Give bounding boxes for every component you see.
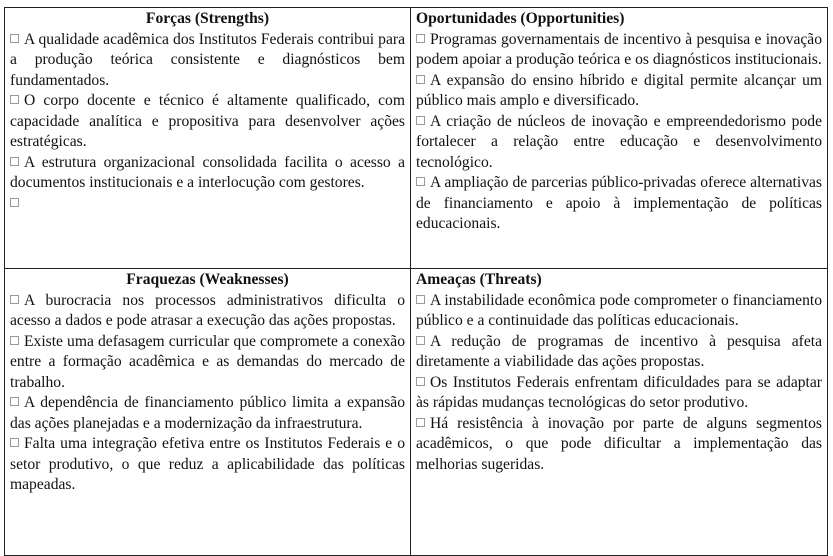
strengths-item-empty <box>10 194 405 215</box>
opportunities-heading: Oportunidades (Opportunities) <box>416 10 625 27</box>
threats-item: Há resistência à inovação por parte de alguns segmentos acadêmicos, o que pode dificultar a implementação das melhorias sugeridas. <box>416 414 822 473</box>
strengths-item: A qualidade acadêmica dos Institutos Federais contribui para a produção teórica consistente e diagnósticos bem fundamentados. <box>10 30 405 89</box>
weaknesses-heading: Fraquezas (Weaknesses) <box>126 271 289 288</box>
swot-matrix-table <box>4 7 828 556</box>
swot-row-bottom <box>5 269 828 556</box>
weaknesses-item: Falta uma integração efetiva entre os Institutos Federais e o setor produtivo, o que reduz a aplicabilidade das políticas mapeadas. <box>10 435 405 493</box>
opportunities-item: Programas governamentais de incentivo à pesquisa e inovação podem apoiar a produção teórica e os diagnósticos institucionais. <box>416 30 822 68</box>
empty-square-icon <box>416 34 425 43</box>
opportunities-item: A ampliação de parcerias público-privadas oferece alternativas de financiamento e apoio à implementação de políticas educacionais. <box>416 174 822 232</box>
weaknesses-item: A burocracia nos processos administrativos dificulta o acesso a dados e pode atrasar a execução das ações propostas. <box>10 291 405 329</box>
empty-square-icon <box>10 34 19 43</box>
empty-square-icon <box>10 198 19 207</box>
opportunities-cell <box>411 8 828 269</box>
threats-item: A redução de programas de incentivo à pesquisa afeta diretamente a viabilidade das ações propostas. <box>416 332 822 370</box>
threats-cell <box>411 269 828 556</box>
empty-square-icon <box>10 438 19 447</box>
opportunities-item: A criação de núcleos de inovação e empreendedorismo pode fortalecer a relação entre educação e desenvolvimento tecnológico. <box>416 112 822 171</box>
strengths-item: A estrutura organizacional consolidada facilita o acesso a documentos institucionais e a interlocução com gestores. <box>10 153 405 191</box>
weaknesses-cell <box>5 269 411 556</box>
swot-row-top <box>5 8 828 269</box>
threats-heading: Ameaças (Threats) <box>416 271 542 288</box>
threats-item: A instabilidade econômica pode comprometer o financiamento público e a continuidade das políticas educacionais. <box>416 291 822 329</box>
empty-square-icon <box>416 75 425 84</box>
strengths-heading: Forças (Strengths) <box>145 10 270 27</box>
empty-square-icon <box>10 295 19 304</box>
threats-item: Os Institutos Federais enfrentam dificuldades para se adaptar às rápidas mudanças tecnológicas do setor produtivo. <box>416 373 822 411</box>
empty-square-icon <box>10 336 19 345</box>
strengths-cell <box>5 8 411 269</box>
opportunities-item: A expansão do ensino híbrido e digital permite alcançar um público mais amplo e diversificado. <box>416 71 822 109</box>
weaknesses-item: A dependência de financiamento público limita a expansão das ações planejadas e a modernização da infraestrutura. <box>10 394 405 432</box>
empty-square-icon <box>416 418 425 427</box>
empty-square-icon <box>416 295 425 304</box>
empty-square-icon <box>10 157 19 166</box>
empty-square-icon <box>10 95 19 104</box>
empty-square-icon <box>416 116 425 125</box>
strengths-item: O corpo docente e técnico é altamente qualificado, com capacidade analítica e propositiva para desenvolver ações estratégicas. <box>10 92 405 150</box>
empty-square-icon <box>416 177 425 186</box>
weaknesses-item: Existe uma defasagem curricular que compromete a conexão entre a formação acadêmica e as demandas do mercado de trabalho. <box>10 332 405 391</box>
empty-square-icon <box>416 377 425 386</box>
empty-square-icon <box>416 336 425 345</box>
empty-square-icon <box>10 397 19 406</box>
